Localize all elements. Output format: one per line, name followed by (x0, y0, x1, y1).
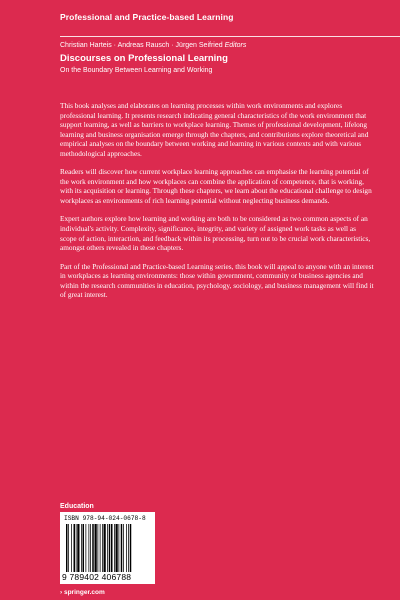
barcode-digits: 9 789402 406788 (62, 572, 132, 582)
book-title: Discourses on Professional Learning (60, 53, 228, 64)
blurb (60, 101, 374, 309)
subject-category: Education (60, 503, 94, 510)
series-name: Professional and Practice-based Learning (60, 12, 234, 22)
blurb-paragraph: Readers will discover how current workplace learning approaches can emphasise the learning potential of the work environment and how workplaces can combine the application of competence, that is working, with its acquisition or learning. Through these chapters, we learn about the educational challenge to design workplaces as environments of rich learning potential without neglecting business demands. (60, 167, 372, 205)
barcode-icon (66, 524, 150, 572)
blurb-paragraph: This book analyses and elaborates on learning processes within work environments and explores professional learning. It presents research indicating general characteristics of the work environment that support learning, as well as barriers to workplace learning. Themes of professional development, lifelong learning and business organisation emerge through the chapters, and contributions explore theoretical and empirical analyses on the boundary between working and learning in various contexts and with various methodological approaches. (60, 101, 369, 158)
editor-names: Christian Harteis · Andreas Rausch · Jürgen Seifried (60, 42, 223, 49)
editors-line (60, 42, 246, 49)
book-subtitle: On the Boundary Between Learning and Working (60, 67, 213, 74)
editors-role: Editors (224, 42, 247, 49)
header-divider (60, 36, 400, 37)
blurb-paragraph: Part of the Professional and Practice-based Learning series, this book will appeal to anyone with an interest in workplaces as learning environments: those within government, community or business agencies and within the research communities in education, psychology, sociology, and business management will find it of great interest. (60, 261, 374, 300)
barcode-panel (60, 512, 155, 584)
isbn-text: ISBN 978-94-024-0678-8 (64, 515, 146, 522)
blurb-paragraph: Expert authors explore how learning and working are both to be considered as two common aspects of an individual's activity. Complexity, significance, integrity, and variety of assigned work tasks as well as scope of action, interaction, and feedback within its processing, turn out to be crucial work characteristics, amongst others revealed in these chapters. (60, 214, 371, 253)
publisher-website[interactable]: › springer.com (60, 589, 105, 596)
